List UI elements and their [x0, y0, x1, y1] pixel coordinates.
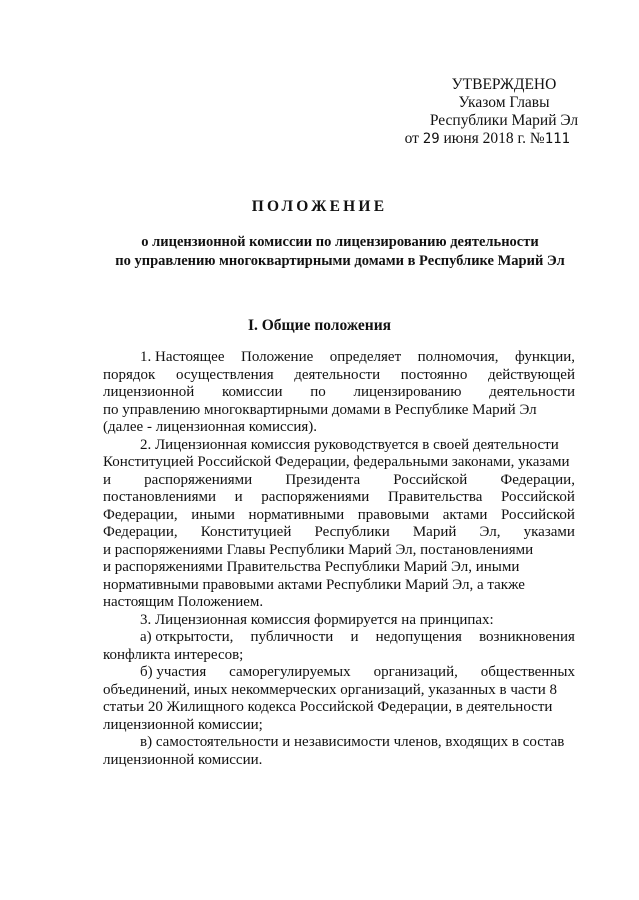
date-day: 29 [422, 131, 440, 147]
text-fragment: 2. Лицензионная комиссия руководствуется в своей деятельности [140, 436, 559, 453]
paragraph-line [103, 699, 575, 717]
text-fragment: (далее - лицензионная комиссия). [103, 419, 317, 435]
approval-line1: УТВЕРЖДЕНО [451, 76, 557, 93]
subtitle-line: о лицензионной комиссии по лицензированию деятельности [141, 234, 539, 250]
text-fragment: Правительства [387, 489, 483, 505]
text-fragment: распоряжениями [144, 471, 253, 488]
text-fragment: Конституцией Российской Федерации, федеральными законами, указами [103, 454, 570, 470]
text-fragment: Положение [240, 349, 314, 365]
document-title: ПОЛОЖЕНИЕ [251, 198, 388, 215]
text-fragment: настоящим Положением. [103, 594, 264, 610]
paragraph-line [103, 489, 575, 507]
text-fragment: 3. Лицензионная комиссия формируется на принципах: [140, 611, 494, 628]
text-fragment: деятельности [489, 384, 575, 400]
text-fragment: Марий [412, 524, 457, 540]
section-heading: I. Общие положения [247, 317, 392, 334]
paragraph-line [103, 717, 575, 735]
text-fragment: нормативными правовыми актами Республики Марий Эл, а также [103, 576, 525, 593]
subtitle-line: по управлению многоквартирными домами в Республике Марий Эл [115, 253, 565, 269]
paragraph-line [103, 752, 575, 770]
paragraph-line [103, 542, 575, 560]
text-fragment: иными [191, 506, 235, 523]
text-fragment: лицензионной комиссии; [103, 716, 263, 733]
paragraph-line [103, 419, 575, 437]
text-fragment: полномочия, [417, 349, 499, 365]
paragraph-line [103, 349, 575, 367]
text-fragment: деятельности [294, 366, 381, 383]
text-fragment: лицензированию [353, 384, 462, 400]
text-fragment: функции, [515, 349, 575, 365]
text-fragment: общественных [480, 664, 575, 680]
text-fragment: указами [523, 524, 575, 540]
text-fragment: распоряжениями [261, 489, 370, 505]
date-prefix: от [404, 130, 419, 147]
paragraph-line [103, 402, 575, 420]
text-fragment: Федерации, [103, 524, 178, 540]
text-fragment: нормативными [248, 506, 345, 523]
paragraph-line [103, 384, 575, 402]
text-fragment: Российской [501, 506, 575, 523]
text-fragment: 1. Настоящее [140, 349, 225, 365]
text-fragment: действующей [487, 366, 575, 383]
date-number: 111 [544, 131, 570, 147]
text-fragment: и распоряжениями Главы Республики Марий Эл, постановлениями [103, 541, 534, 558]
text-fragment: актами [442, 506, 488, 523]
text-fragment: Федерации, [103, 506, 178, 523]
text-fragment: Эл, [479, 524, 501, 540]
paragraph-line [103, 647, 575, 665]
text-fragment: и [103, 471, 112, 488]
paragraph-line [103, 594, 575, 612]
paragraph-line [103, 612, 575, 630]
text-fragment: Российской [393, 471, 468, 488]
text-fragment: лицензионной [103, 384, 195, 400]
text-fragment: по управлению многоквартирными домами в Республике Марий Эл [103, 401, 537, 418]
text-fragment: Конституцией [200, 524, 292, 540]
date-rest: июня 2018 г. № [443, 130, 545, 147]
text-fragment: в) самостоятельности и независимости членов, входящих в состав [140, 734, 565, 750]
text-fragment: постоянно [400, 366, 468, 383]
text-fragment: Российской [501, 489, 575, 505]
text-fragment: комиссии [221, 384, 283, 400]
paragraph-line [103, 664, 575, 682]
text-fragment: и [234, 489, 243, 505]
text-fragment: объединений, иных некоммерческих организаций, указанных в части 8 [103, 681, 558, 698]
approval-stamp [404, 76, 604, 148]
text-fragment: Федерации, [500, 471, 575, 488]
paragraph-line [103, 734, 575, 752]
paragraph-line [103, 524, 575, 542]
text-fragment: возникновения [479, 629, 575, 645]
text-fragment: Республики [314, 524, 390, 540]
text-fragment: лицензионной комиссии. [103, 751, 263, 768]
text-fragment: и распоряжениями Правительства Республики Марий Эл, иными [103, 559, 520, 575]
document-body [103, 349, 575, 769]
text-fragment: организаций, [373, 664, 458, 680]
text-fragment: правовыми [357, 506, 430, 523]
paragraph-line [103, 472, 575, 490]
text-fragment: определяет [329, 349, 402, 365]
text-fragment: порядок [103, 366, 156, 383]
text-fragment: осуществления [175, 366, 274, 383]
document-subtitle [100, 233, 580, 271]
text-fragment: публичности [250, 629, 334, 645]
text-fragment: статьи 20 Жилищного кодекса Российской Федерации, в деятельности [103, 699, 553, 715]
text-fragment: саморегулируемых [229, 664, 351, 680]
approval-line2: Указом Главы [458, 94, 550, 111]
paragraph-line [103, 629, 575, 647]
text-fragment: постановлениями [103, 489, 216, 505]
text-fragment: и [350, 629, 359, 645]
text-fragment: а) открытости, [140, 629, 234, 645]
paragraph-line [103, 437, 575, 455]
text-fragment: по [310, 384, 326, 400]
text-fragment: Президента [285, 471, 361, 488]
text-fragment: конфликта интересов; [103, 646, 244, 663]
text-fragment: б) участия [140, 664, 207, 680]
paragraph-line [103, 577, 575, 595]
paragraph-line [103, 454, 575, 472]
approval-line3: Республики Марий Эл [429, 112, 579, 129]
approval-date [404, 130, 604, 148]
paragraph-line [103, 559, 575, 577]
paragraph-line [103, 682, 575, 700]
paragraph-line [103, 367, 575, 385]
text-fragment: недопущения [375, 629, 462, 645]
paragraph-line [103, 507, 575, 525]
